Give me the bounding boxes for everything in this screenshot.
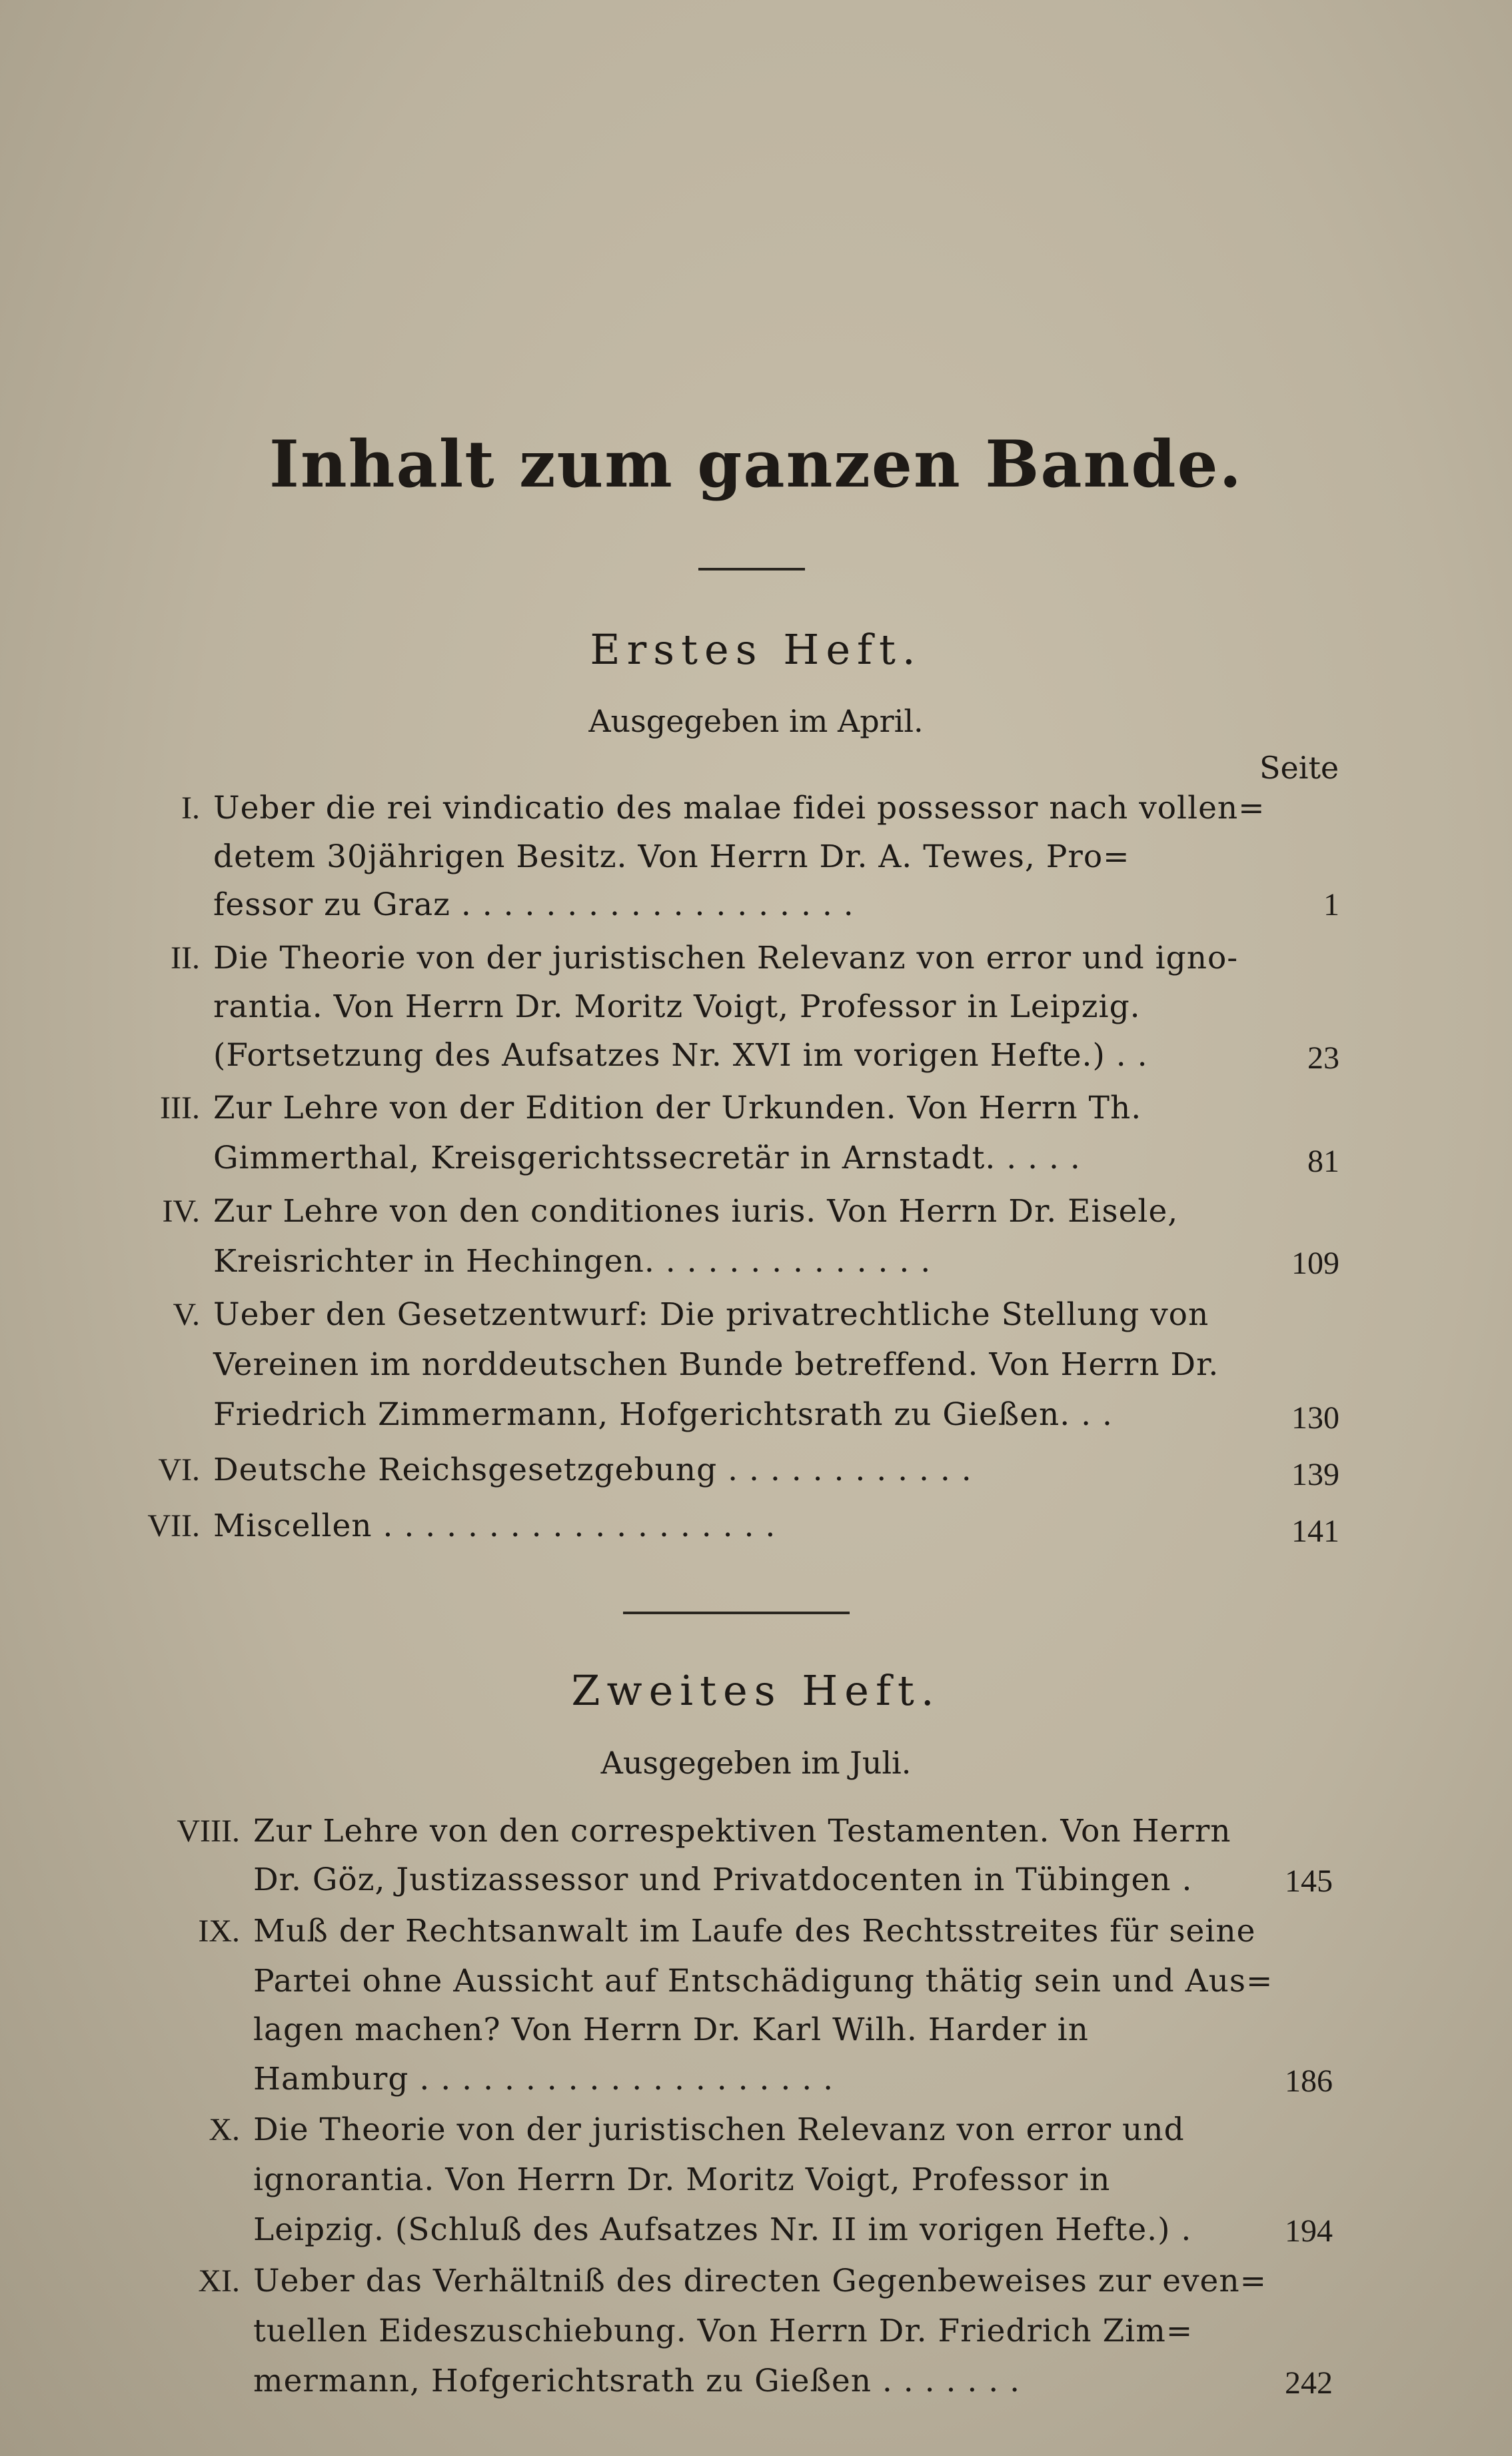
page-title: Inhalt zum ganzen Bande. xyxy=(269,427,1243,502)
entry-number: VIII. xyxy=(177,1814,240,1849)
section-divider xyxy=(623,1612,850,1614)
entry-page: 109 xyxy=(1291,1246,1339,1281)
entry-line: Zur Lehre von den correspektiven Testamenten. Von Herrn xyxy=(253,1813,1231,1849)
section-heading: Zweites Heft. xyxy=(571,1666,941,1715)
entry-line: Deutsche Reichsgesetzgebung . . . . . . . . . . . . xyxy=(213,1452,972,1488)
entry-line: Partei ohne Aussicht auf Entschädigung thätig sein und Aus= xyxy=(253,1963,1273,1999)
entry-number: IX. xyxy=(198,1913,240,1949)
entry-number: VII. xyxy=(147,1508,200,1544)
section-issued: Ausgegeben im Juli. xyxy=(600,1745,912,1781)
entry-line: ignorantia. Von Herrn Dr. Moritz Voigt, Professor in xyxy=(253,2161,1111,2198)
entry-line: detem 30jährigen Besitz. Von Herrn Dr. A. Tewes, Pro= xyxy=(213,838,1130,875)
entry-line: (Fortsetzung des Aufsatzes Nr. XVI im vorigen Hefte.) . . xyxy=(213,1037,1148,1074)
entry-line: Zur Lehre von der Edition der Urkunden. Von Herrn Th. xyxy=(213,1090,1142,1126)
page-column-label: Seite xyxy=(1259,750,1339,786)
section-issued: Ausgegeben im April. xyxy=(588,703,924,739)
entry-page: 242 xyxy=(1285,2365,1333,2401)
entry-line: Friedrich Zimmermann, Hofgerichtsrath zu Gießen. . . xyxy=(213,1396,1113,1433)
entry-line: Die Theorie von der juristischen Relevanz von error und igno- xyxy=(213,940,1239,976)
entry-page: 186 xyxy=(1285,2063,1333,2099)
entry-number: VI. xyxy=(158,1452,200,1488)
entry-line: Ueber das Verhältniß des directen Gegenbeweises zur even= xyxy=(253,2263,1267,2299)
title-divider xyxy=(698,568,805,571)
entry-number: IV. xyxy=(162,1194,200,1229)
entry-number: X. xyxy=(209,2112,240,2147)
entry-line: Hamburg . . . . . . . . . . . . . . . . . . . . xyxy=(253,2061,834,2097)
entry-page: 1 xyxy=(1323,887,1339,922)
entry-line: Ueber die rei vindicatio des malae fidei possessor nach vollen= xyxy=(213,790,1265,826)
entry-page: 194 xyxy=(1285,2213,1333,2249)
entry-number: III. xyxy=(160,1090,200,1126)
entry-line: Vereinen im norddeutschen Bunde betreffend. Von Herrn Dr. xyxy=(213,1346,1219,1383)
entry-line: Die Theorie von der juristischen Relevanz von error und xyxy=(253,2111,1185,2148)
entry-page: 130 xyxy=(1291,1400,1339,1436)
entry-line: Ueber den Gesetzentwurf: Die privatrechtliche Stellung von xyxy=(213,1296,1209,1333)
entry-number: V. xyxy=(173,1297,200,1332)
entry-line: fessor zu Graz . . . . . . . . . . . . . . . . . . . xyxy=(213,886,854,923)
entry-page: 139 xyxy=(1291,1457,1339,1492)
entry-line: lagen machen? Von Herrn Dr. Karl Wilh. Harder in xyxy=(253,2011,1089,2048)
section-heading: Erstes Heft. xyxy=(590,625,922,674)
entry-page: 81 xyxy=(1307,1144,1339,1179)
entry-line: Zur Lehre von den conditiones iuris. Von Herrn Dr. Eisele, xyxy=(213,1193,1179,1230)
entry-line: Muß der Rechtsanwalt im Laufe des Rechtsstreites für seine xyxy=(253,1913,1256,1949)
entry-line: Gimmerthal, Kreisgerichtssecretär in Arnstadt. . . . . xyxy=(213,1140,1081,1176)
entry-line: mermann, Hofgerichtsrath zu Gießen . . . . . . . xyxy=(253,2363,1021,2399)
entry-number: II. xyxy=(171,940,200,976)
entry-page: 23 xyxy=(1307,1040,1339,1076)
entry-line: tuellen Eideszuschiebung. Von Herrn Dr. Friedrich Zim= xyxy=(253,2313,1193,2349)
entry-line: rantia. Von Herrn Dr. Moritz Voigt, Professor in Leipzig. xyxy=(213,988,1141,1025)
entry-page: 145 xyxy=(1285,1863,1333,1899)
entry-number: XI. xyxy=(198,2263,240,2299)
entry-line: Kreisrichter in Hechingen. . . . . . . . . . . . . . xyxy=(213,1243,932,1280)
entry-line: Miscellen . . . . . . . . . . . . . . . . . . . xyxy=(213,1508,776,1544)
entry-line: Dr. Göz, Justizassessor und Privatdocenten in Tübingen . xyxy=(253,1861,1193,1898)
entry-number: I. xyxy=(181,790,200,826)
entry-page: 141 xyxy=(1291,1514,1339,1549)
entry-line: Leipzig. (Schluß des Aufsatzes Nr. II im vorigen Hefte.) . xyxy=(253,2211,1192,2248)
